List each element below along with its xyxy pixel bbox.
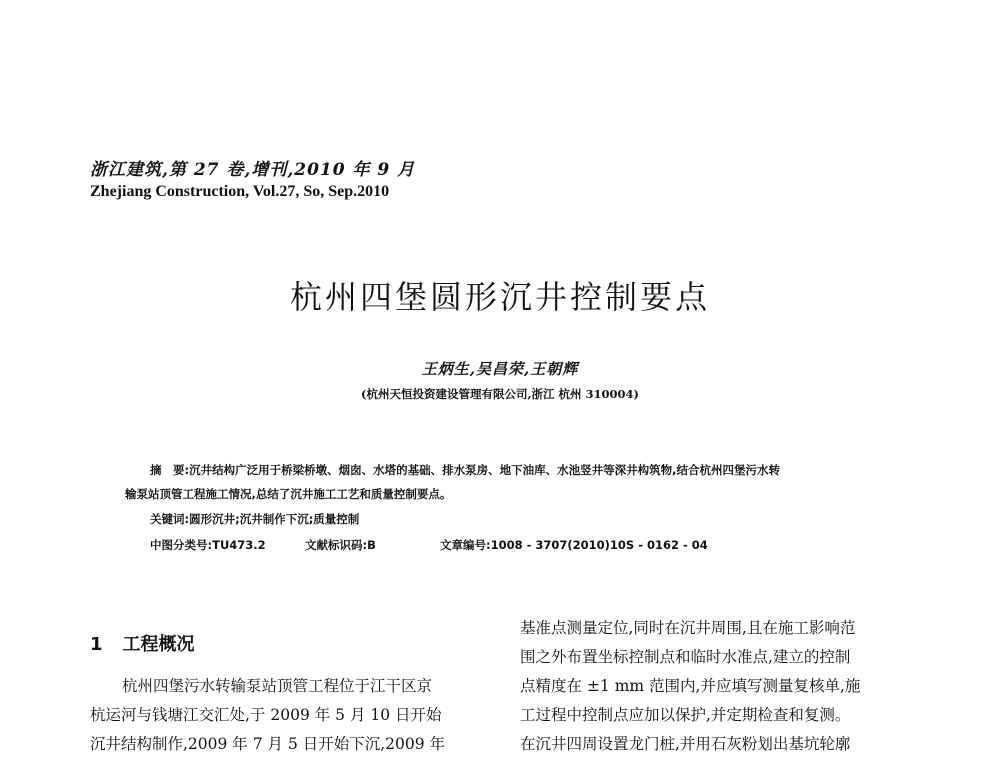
body-line: 杭州四堡污水转输泵站顶管工程位于江干区京 <box>122 677 433 695</box>
body-line: 基准点测量定位,同时在沉井周围,且在施工影响范 <box>520 619 856 637</box>
clc-number: 中图分类号:TU473.2 <box>150 538 266 552</box>
abstract-text-line-1: 摘 要:沉井结构广泛用于桥梁桥墩、烟囱、水塔的基础、排水泵房、地下油库、水池竖井等深井构筑物,结合杭州四堡污水转 <box>150 463 780 477</box>
abstract-text-line-2: 输泵站顶管工程施工情况,总结了沉井施工工艺和质量控制要点。 <box>125 487 452 501</box>
journal-header-cn: 浙江建筑,第 27 卷,增刊,2010 年 9 月 <box>90 160 416 180</box>
body-line: 工过程中控制点应加以保护,并定期检查和复测。 <box>520 706 851 724</box>
body-column-right <box>520 614 920 759</box>
body-line: 点精度在 ±1 mm 范围内,并应填写测量复核单,施 <box>520 677 861 695</box>
body-line: 围之外布置坐标控制点和临时水准点,建立的控制 <box>520 648 851 666</box>
body-column-left <box>90 672 490 759</box>
article-authors: 王炳生,吴昌荣,王朝辉 <box>421 360 579 378</box>
document-code: 文献标识码:B <box>305 538 376 552</box>
article-affiliation: (杭州天恒投资建设管理有限公司,浙江 杭州 310004) <box>361 387 639 401</box>
section-heading <box>90 630 195 656</box>
section-title: 工程概况 <box>122 634 195 655</box>
article-number: 文章编号:1008 - 3707(2010)10S - 0162 - 04 <box>440 538 708 552</box>
article-title: 杭州四堡圆形沉井控制要点 <box>289 278 710 316</box>
body-line: 杭运河与钱塘江交汇处,于 2009 年 5 月 10 日开始 <box>90 706 442 724</box>
body-line: 沉井结构制作,2009 年 7 月 5 日开始下沉,2009 年 <box>90 735 446 753</box>
keywords: 关键词:圆形沉井;沉井制作下沉;质量控制 <box>150 512 360 526</box>
section-number: 1 <box>90 634 103 655</box>
journal-header-en: Zhejiang Construction, Vol.27, So, Sep.2010 <box>90 183 390 200</box>
body-line: 在沉井四周设置龙门桩,并用石灰粉划出基坑轮廓 <box>520 735 851 753</box>
